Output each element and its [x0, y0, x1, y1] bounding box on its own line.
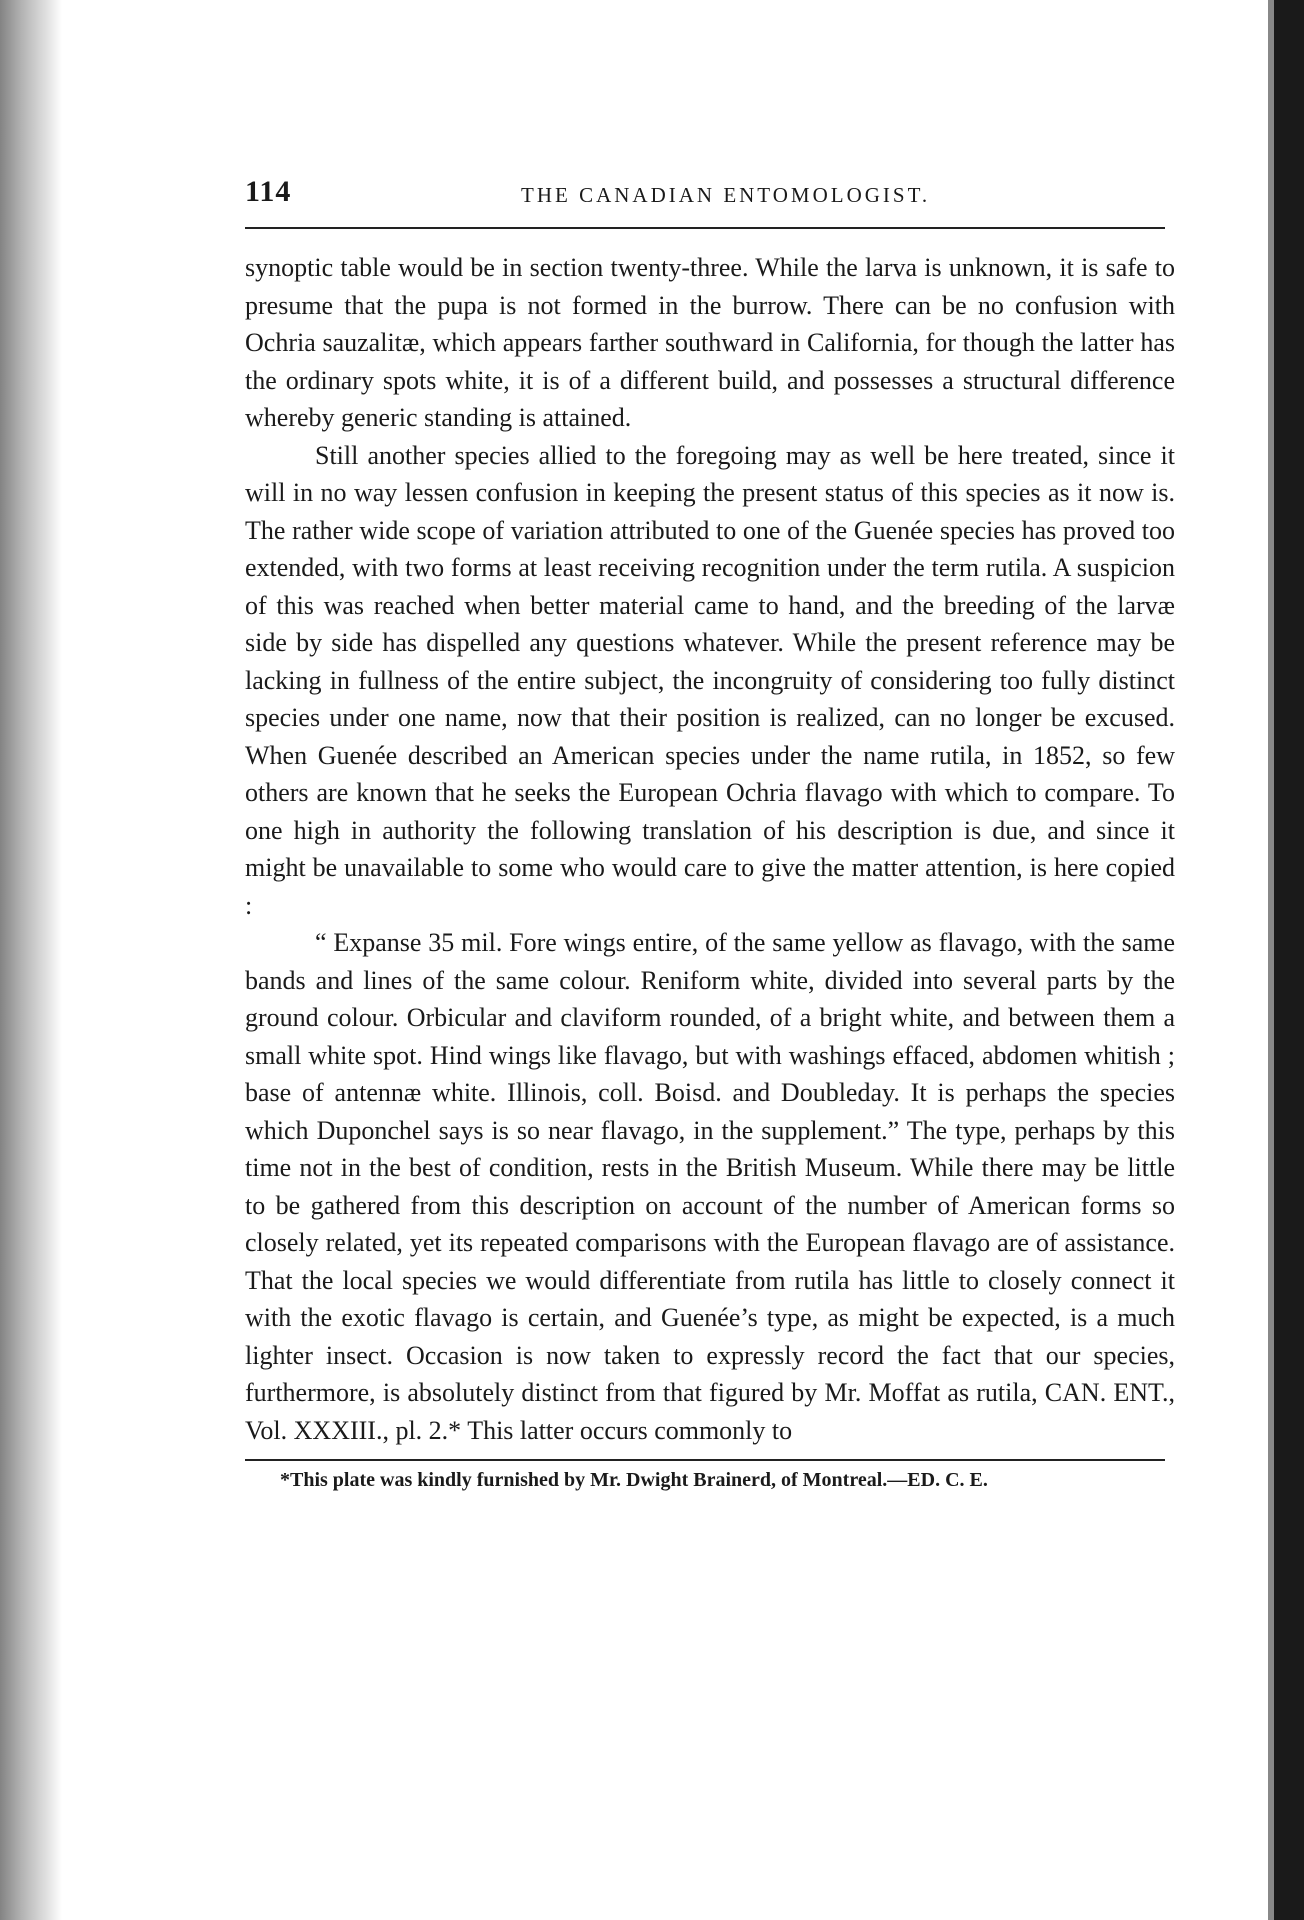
header-rule [245, 227, 1165, 229]
page-number: 114 [245, 175, 292, 208]
footnote: *This plate was kindly furnished by Mr. Dwight Brainerd, of Montreal.—ED. C. E. [280, 1469, 988, 1491]
paragraph-1: synoptic table would be in section twenty-three. While the larva is unknown, it is safe to presume that the pupa is not formed in the burrow. There can be no confusion with Ochria sauzalitæ, which appears farther southward in California, for though the latter has the ordinary spots white, it is of a different build, and possesses a structural difference whereby generic standing is attained. [245, 253, 1175, 432]
journal-title: THE CANADIAN ENTOMOLOGIST. [521, 183, 931, 207]
paragraph-3: “ Expanse 35 mil. Fore wings entire, of the same yellow as flavago, with the same bands and lines of the same colour. Reniform white, divided into several parts by the ground colour. Orbicular and claviform rounded, of a bright white, and between them a small white spot. Hind wings like flavago, but with washings effaced, abdomen whitish ; base of antennæ white. Illinois, coll. Boisd. and Doubleday. It is perhaps the species which Duponchel says is so near flavago, in the supplement.” The type, perhaps by this time not in the best of condition, rests in the British Museum. While there may be little to be gathered from this description on account of the number of American forms so closely related, yet its repeated comparisons with the European flavago are of assistance. That the local species we would differentiate from rutila has little to closely connect it with the exotic flavago is certain, and Guenée’s type, as might be expected, is a much lighter insect. Occasion is now taken to expressly record the fact that our species, furthermore, is absolutely distinct from that figured by Mr. Moffat as rutila, CAN. ENT., Vol. XXXIII., pl. 2.* This latter occurs commonly to [245, 928, 1175, 1445]
footnote-rule [245, 1459, 1165, 1461]
article-body [245, 249, 1175, 1449]
page [245, 175, 1175, 1493]
scan-border [1274, 0, 1304, 1920]
paragraph-2: Still another species allied to the foregoing may as well be here treated, since it will in no way lessen confusion in keeping the present status of this species as it now is. The rather wide scope of variation attributed to one of the Guenée species has proved too extended, with two forms at least receiving recognition under the term rutila. A suspicion of this was reached when better material came to hand, and the breeding of the larvæ side by side has dispelled any questions whatever. While the present reference may be lacking in fullness of the entire subject, the incongruity of considering too fully distinct species under one name, now that their position is realized, can no longer be excused. When Guenée described an American species under the name rutila, in 1852, so few others are known that he seeks the European Ochria flavago with which to compare. To one high in authority the following translation of his description is due, and since it might be unavailable to some who would care to give the matter attention, is here copied : [245, 440, 1175, 920]
page-gutter-shadow [0, 0, 62, 1920]
running-head [245, 175, 1175, 215]
